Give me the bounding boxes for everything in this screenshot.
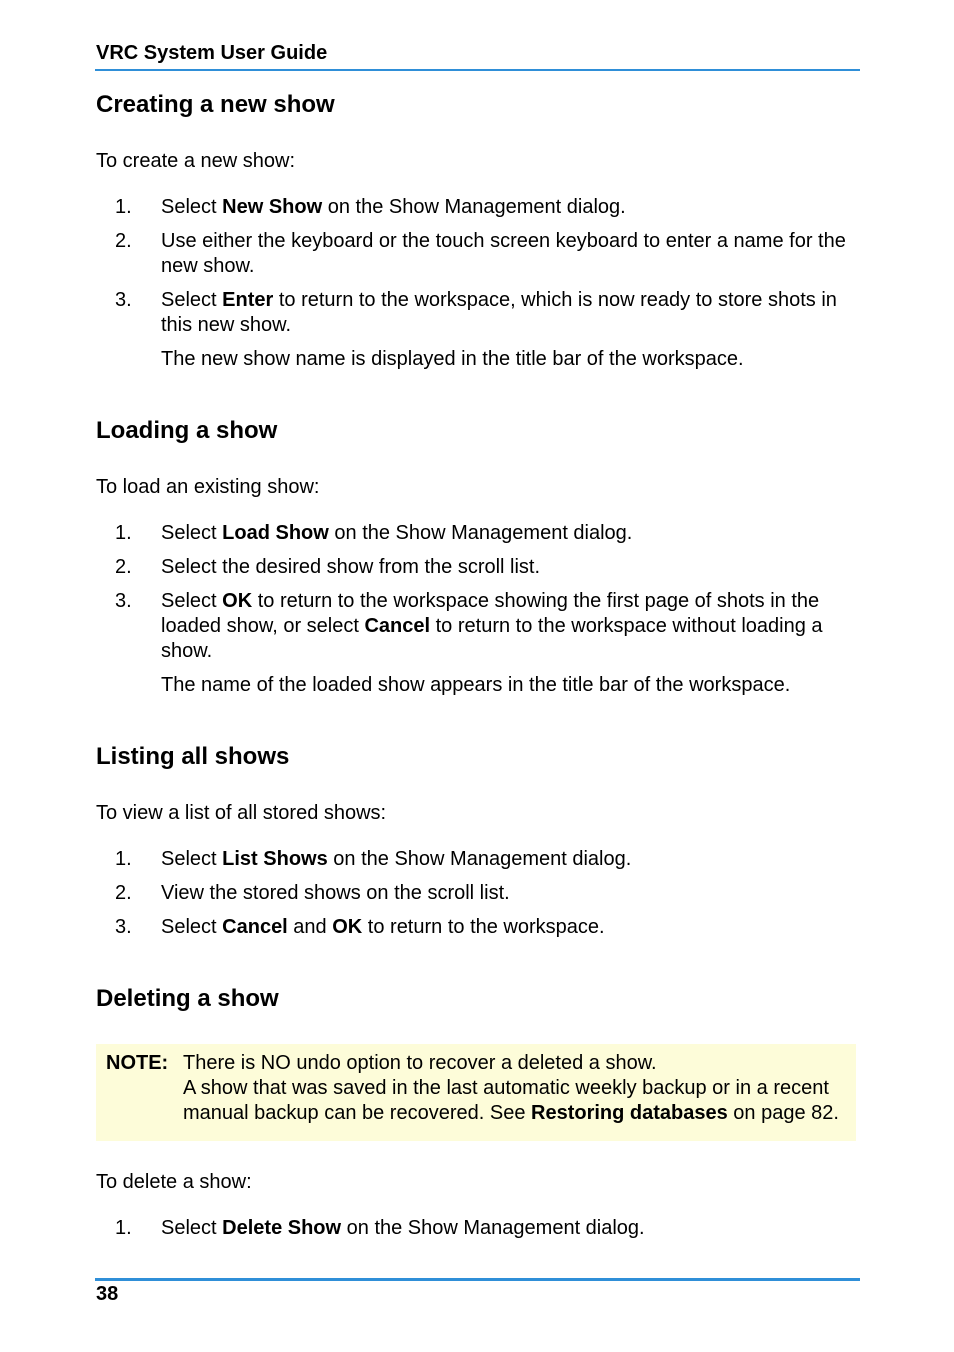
header-rule <box>95 69 860 71</box>
section-title-creating: Creating a new show <box>96 91 335 118</box>
list-number: 3. <box>115 289 132 311</box>
note-line-1: There is NO undo option to recover a deleted a show. <box>183 1052 657 1074</box>
listing-step-2: View the stored shows on the scroll list. <box>161 882 510 904</box>
note-box <box>96 1044 856 1141</box>
cross-reference-link[interactable]: Restoring databases <box>531 1102 728 1124</box>
list-number: 1. <box>115 196 132 218</box>
section-title-loading: Loading a show <box>96 417 278 444</box>
list-number: 3. <box>115 590 132 612</box>
creating-step-1: Select New Show on the Show Management dialog. <box>161 196 626 218</box>
listing-step-1: Select List Shows on the Show Management dialog. <box>161 848 632 870</box>
note-line-2: A show that was saved in the last automatic weekly backup or in a recent manual backup can be recovered. See Restoring databases on page 82. <box>183 1077 839 1124</box>
loading-result: The name of the loaded show appears in the title bar of the workspace. <box>161 674 791 696</box>
section-title-listing: Listing all shows <box>96 743 290 770</box>
list-number: 2. <box>115 556 132 578</box>
loading-step-1: Select Load Show on the Show Management dialog. <box>161 522 633 544</box>
creating-result: The new show name is displayed in the title bar of the workspace. <box>161 348 744 370</box>
note-label: NOTE: <box>106 1052 169 1074</box>
creating-step-3: Select Enter to return to the workspace, which is now ready to store shots in this new show. <box>161 289 837 336</box>
creating-step-2: Use either the keyboard or the touch screen keyboard to enter a name for the new show. <box>161 230 846 277</box>
creating-intro: To create a new show: <box>96 150 295 172</box>
section-title-deleting: Deleting a show <box>96 985 279 1012</box>
listing-intro: To view a list of all stored shows: <box>96 802 387 824</box>
list-number: 3. <box>115 916 132 938</box>
deleting-intro: To delete a show: <box>96 1171 252 1193</box>
note-body <box>183 1051 853 1126</box>
footer-rule <box>95 1278 860 1281</box>
page-number: 38 <box>96 1283 119 1305</box>
list-number: 1. <box>115 1217 132 1239</box>
loading-step-3: Select OK to return to the workspace showing the first page of shots in the loaded show, or select Cancel to return to the workspace without loading a show. <box>161 590 823 662</box>
list-number: 1. <box>115 848 132 870</box>
deleting-step-1: Select Delete Show on the Show Management dialog. <box>161 1217 645 1239</box>
list-number: 2. <box>115 882 132 904</box>
loading-intro: To load an existing show: <box>96 476 320 498</box>
loading-step-2: Select the desired show from the scroll list. <box>161 556 541 578</box>
list-number: 1. <box>115 522 132 544</box>
list-number: 2. <box>115 230 132 252</box>
running-header: VRC System User Guide <box>96 42 328 64</box>
listing-step-3: Select Cancel and OK to return to the workspace. <box>161 916 605 938</box>
